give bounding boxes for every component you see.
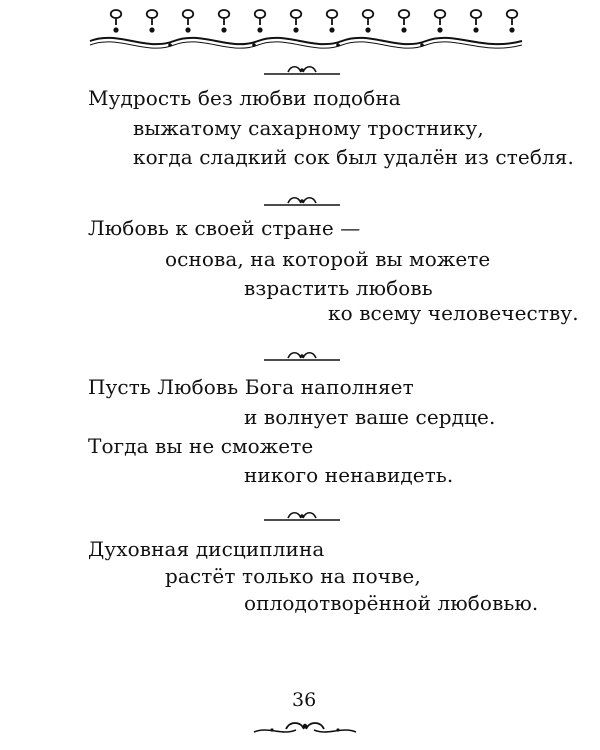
verse-line: основа, на которой вы можете bbox=[165, 247, 491, 271]
verse-line: растёт только на почве, bbox=[165, 564, 421, 588]
decorative-vine-border-icon bbox=[84, 8, 528, 52]
verse-line: когда сладкий сок был удалён из стебля. bbox=[133, 145, 574, 169]
scroll-divider-icon bbox=[262, 194, 342, 208]
scroll-ornament-icon bbox=[252, 718, 358, 738]
verse-line: и волнует ваше сердце. bbox=[244, 405, 496, 429]
verse-line: ко всему человечеству. bbox=[328, 301, 579, 325]
verse-line: оплодотворённой любовью. bbox=[244, 591, 539, 615]
verse-line: Тогда вы не сможете bbox=[88, 434, 314, 458]
scroll-divider-icon bbox=[262, 349, 342, 363]
verse-line: взрастить любовь bbox=[244, 276, 433, 300]
verse-line: Любовь к своей стране — bbox=[88, 216, 361, 240]
scroll-divider-icon bbox=[262, 63, 342, 77]
verse-line: Пусть Любовь Бога наполняет bbox=[88, 375, 414, 399]
verse-line: Духовная дисциплина bbox=[88, 537, 325, 561]
verse-line: никого ненавидеть. bbox=[244, 463, 454, 487]
page-number: 36 bbox=[292, 689, 317, 711]
scroll-divider-icon bbox=[262, 509, 342, 523]
verse-line: выжатому сахарному тростнику, bbox=[133, 116, 484, 140]
verse-line: Мудрость без любви подобна bbox=[88, 86, 401, 110]
